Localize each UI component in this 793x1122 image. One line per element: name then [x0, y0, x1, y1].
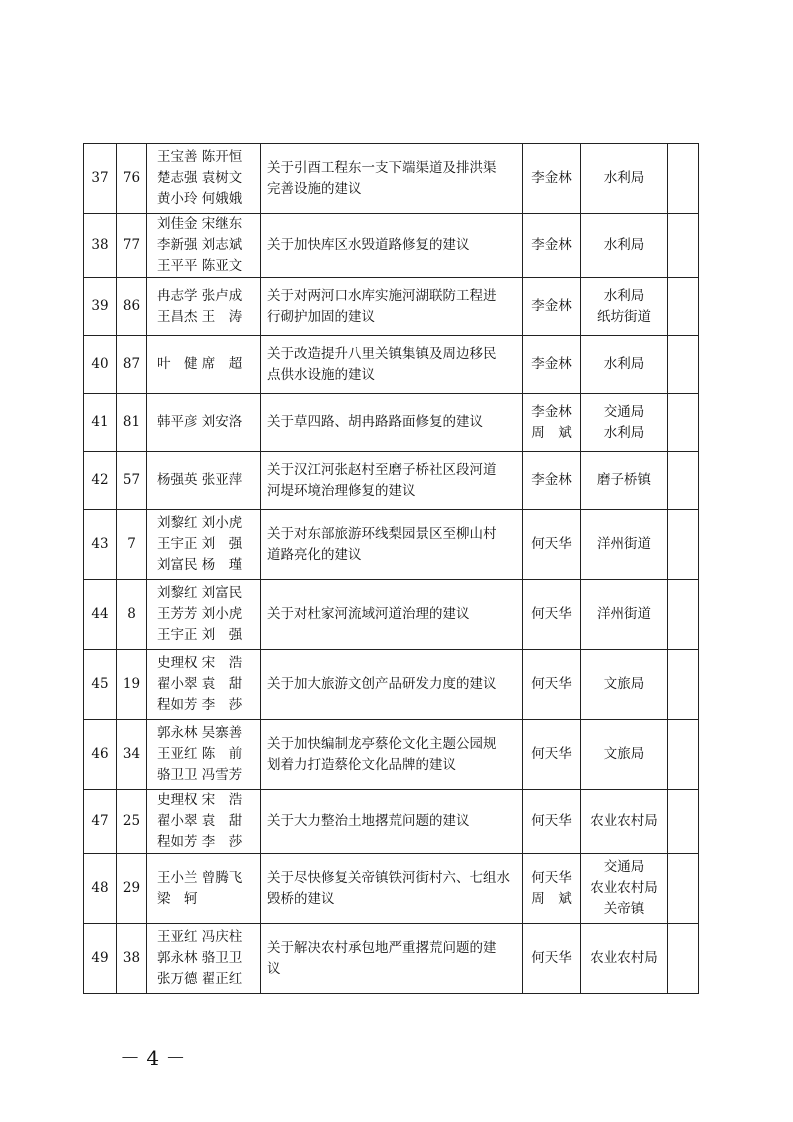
proposal-title-cell-line: 关于解决农村承包地严重撂荒问题的建	[267, 939, 497, 956]
responsible-unit-cell-line: 关帝镇	[603, 901, 645, 917]
proposers-cell	[147, 580, 261, 650]
proposal-title-cell	[261, 214, 523, 278]
responsible-unit-cell-line: 水利局	[603, 170, 645, 186]
leader-cell	[523, 650, 581, 720]
proposers-cell	[147, 924, 261, 994]
proposers-cell	[147, 854, 261, 924]
table-row	[84, 720, 699, 790]
proposers-cell-line: 刘佳金 宋继东	[157, 216, 243, 232]
table-row	[84, 336, 699, 394]
responsible-unit-cell	[581, 144, 668, 214]
remark-cell	[668, 394, 699, 452]
proposal-title-cell-line: 道路亮化的建议	[267, 546, 362, 563]
proposers-cell-line: 楚志强 袁树文	[157, 170, 243, 186]
leader-cell	[523, 394, 581, 452]
proposers-cell	[147, 278, 261, 336]
leader-cell-line: 周 斌	[531, 424, 572, 441]
responsible-unit-cell-line: 农业农村局	[590, 880, 658, 896]
proposal-number-cell: 87	[117, 336, 147, 394]
leader-cell-line: 李金林	[531, 237, 572, 253]
proposers-cell-line: 史理权 宋 浩	[157, 792, 243, 808]
proposers-cell-line: 杨强英 张亚萍	[157, 472, 243, 488]
responsible-unit-cell	[581, 720, 668, 790]
leader-cell	[523, 790, 581, 854]
proposers-cell-line: 刘富民 杨 瑾	[157, 557, 243, 573]
proposal-number-cell: 38	[117, 924, 147, 994]
proposers-cell	[147, 336, 261, 394]
proposal-title-cell-line: 关于尽快修复关帝镇铁河街村六、七组水	[267, 869, 510, 886]
proposers-cell-line: 王亚红 陈 前	[157, 746, 243, 762]
proposers-cell-line: 王宝善 陈开恒	[157, 149, 243, 165]
leader-cell	[523, 720, 581, 790]
proposers-cell	[147, 510, 261, 580]
proposal-title-cell-line: 关于汉江河张赵村至磨子桥社区段河道	[267, 461, 497, 478]
table-body	[84, 144, 699, 994]
proposers-cell-line: 史理权 宋 浩	[157, 655, 243, 671]
proposal-title-cell-line: 关于对两河口水库实施河湖联防工程进	[267, 287, 497, 304]
seq-cell: 37	[84, 144, 117, 214]
proposers-cell-line: 王小兰 曾腾飞	[157, 869, 243, 886]
seq-cell: 39	[84, 278, 117, 336]
proposers-cell	[147, 790, 261, 854]
leader-cell	[523, 580, 581, 650]
proposal-number-cell: 77	[117, 214, 147, 278]
responsible-unit-cell-line: 洋州街道	[597, 536, 651, 552]
leader-cell-line: 李金林	[531, 356, 572, 372]
proposers-cell-line: 李新强 刘志斌	[157, 237, 243, 253]
table-row	[84, 452, 699, 510]
proposers-cell-line: 冉志学 张卢成	[157, 287, 243, 304]
remark-cell	[668, 720, 699, 790]
proposers-cell-line: 黄小玲 何娥娥	[157, 191, 243, 207]
proposers-cell	[147, 720, 261, 790]
responsible-unit-cell-line: 水利局	[603, 356, 645, 372]
proposers-cell-line: 张万德 翟正红	[157, 971, 243, 987]
proposers-cell	[147, 144, 261, 214]
proposers-cell-line: 梁 轲	[157, 890, 198, 907]
proposal-title-cell	[261, 336, 523, 394]
responsible-unit-cell-line: 水利局	[603, 287, 645, 304]
remark-cell	[668, 510, 699, 580]
remark-cell	[668, 336, 699, 394]
seq-cell: 43	[84, 510, 117, 580]
proposal-title-cell	[261, 452, 523, 510]
page-number: － 4 －	[120, 1046, 186, 1070]
proposal-title-cell-line: 关于加快编制龙亭蔡伦文化主题公园规	[267, 735, 497, 752]
leader-cell	[523, 510, 581, 580]
proposal-number-cell: 81	[117, 394, 147, 452]
proposal-title-cell	[261, 144, 523, 214]
proposal-title-cell-line: 关于加大旅游文创产品研发力度的建议	[267, 676, 497, 692]
remark-cell	[668, 650, 699, 720]
proposal-number-cell: 29	[117, 854, 147, 924]
proposal-number-cell: 34	[117, 720, 147, 790]
proposal-table	[83, 143, 699, 994]
responsible-unit-cell	[581, 278, 668, 336]
proposers-cell-line: 刘黎红 刘富民	[157, 585, 243, 601]
table-row	[84, 580, 699, 650]
leader-cell-line: 李金林	[531, 472, 572, 488]
proposers-cell-line: 刘黎红 刘小虎	[157, 515, 243, 531]
responsible-unit-cell	[581, 854, 668, 924]
table-row	[84, 924, 699, 994]
responsible-unit-cell	[581, 510, 668, 580]
remark-cell	[668, 278, 699, 336]
responsible-unit-cell-line: 文旅局	[603, 676, 645, 692]
responsible-unit-cell	[581, 924, 668, 994]
proposers-cell	[147, 214, 261, 278]
proposers-cell-line: 王芳芳 刘小虎	[157, 606, 243, 622]
proposers-cell-line: 翟小翠 袁 甜	[157, 676, 243, 692]
proposal-number-cell: 86	[117, 278, 147, 336]
leader-cell	[523, 278, 581, 336]
proposal-title-cell	[261, 854, 523, 924]
responsible-unit-cell-line: 水利局	[603, 424, 645, 441]
proposal-number-cell: 76	[117, 144, 147, 214]
proposal-title-cell-line: 行砌护加固的建议	[267, 308, 375, 325]
leader-cell-line: 何天华	[531, 869, 572, 886]
responsible-unit-cell-line: 磨子桥镇	[597, 472, 651, 488]
table-row	[84, 144, 699, 214]
proposers-cell-line: 王昌杰 王 涛	[157, 308, 243, 325]
proposal-number-cell: 57	[117, 452, 147, 510]
leader-cell-line: 何天华	[531, 950, 572, 966]
proposers-cell-line: 王亚红 冯庆柱	[157, 929, 243, 945]
seq-cell: 48	[84, 854, 117, 924]
leader-cell-line: 李金林	[531, 170, 572, 186]
proposal-title-cell	[261, 394, 523, 452]
proposal-title-cell-line: 完善设施的建议	[267, 180, 362, 197]
table-row	[84, 510, 699, 580]
proposal-title-cell-line: 关于草四路、胡冉路路面修复的建议	[267, 414, 483, 430]
leader-cell-line: 何天华	[531, 676, 572, 692]
proposers-cell	[147, 394, 261, 452]
proposal-title-cell-line: 议	[267, 960, 281, 977]
seq-cell: 44	[84, 580, 117, 650]
leader-cell	[523, 144, 581, 214]
responsible-unit-cell-line: 农业农村局	[590, 813, 658, 829]
responsible-unit-cell	[581, 452, 668, 510]
proposal-title-cell-line: 河堤环境治理修复的建议	[267, 482, 416, 499]
table-row	[84, 650, 699, 720]
responsible-unit-cell-line: 农业农村局	[590, 950, 658, 966]
responsible-unit-cell-line: 洋州街道	[597, 606, 651, 622]
remark-cell	[668, 790, 699, 854]
proposers-cell-line: 程如芳 李 莎	[157, 697, 243, 713]
table-row	[84, 278, 699, 336]
proposal-title-cell-line: 划着力打造蔡伦文化品牌的建议	[267, 756, 456, 773]
seq-cell: 45	[84, 650, 117, 720]
responsible-unit-cell	[581, 394, 668, 452]
responsible-unit-cell-line: 文旅局	[603, 746, 645, 762]
proposal-title-cell-line: 关于大力整治土地撂荒问题的建议	[267, 813, 470, 829]
responsible-unit-cell	[581, 336, 668, 394]
proposal-number-cell: 7	[117, 510, 147, 580]
responsible-unit-cell-line: 水利局	[603, 237, 645, 253]
responsible-unit-cell	[581, 650, 668, 720]
responsible-unit-cell	[581, 214, 668, 278]
proposal-title-cell	[261, 278, 523, 336]
proposers-cell	[147, 650, 261, 720]
proposal-title-cell-line: 关于对杜家河流域河道治理的建议	[267, 606, 470, 622]
responsible-unit-cell	[581, 790, 668, 854]
responsible-unit-cell-line: 交通局	[603, 859, 645, 875]
table-row	[84, 854, 699, 924]
proposal-number-cell: 8	[117, 580, 147, 650]
remark-cell	[668, 924, 699, 994]
remark-cell	[668, 854, 699, 924]
proposers-cell-line: 王宇正 刘 强	[157, 627, 243, 643]
proposal-title-cell-line: 关于改造提升八里关镇集镇及周边移民	[267, 345, 497, 362]
proposal-number-cell: 19	[117, 650, 147, 720]
leader-cell	[523, 452, 581, 510]
table-row	[84, 790, 699, 854]
leader-cell-line: 何天华	[531, 746, 572, 762]
leader-cell-line: 何天华	[531, 813, 572, 829]
remark-cell	[668, 452, 699, 510]
proposal-title-cell	[261, 510, 523, 580]
leader-cell-line: 何天华	[531, 536, 572, 552]
seq-cell: 49	[84, 924, 117, 994]
proposers-cell	[147, 452, 261, 510]
proposal-title-cell-line: 关于引酉工程东一支下端渠道及排洪渠	[267, 159, 497, 176]
proposers-cell-line: 郭永林 骆卫卫	[157, 950, 243, 966]
leader-cell-line: 周 斌	[531, 890, 572, 907]
proposal-title-cell	[261, 720, 523, 790]
proposal-title-cell-line: 点供水设施的建议	[267, 366, 375, 383]
proposers-cell-line: 翟小翠 袁 甜	[157, 813, 243, 829]
proposal-title-cell-line: 关于加快库区水毁道路修复的建议	[267, 237, 470, 253]
responsible-unit-cell-line: 纸坊街道	[597, 308, 651, 325]
proposers-cell-line: 郭永林 吴寨善	[157, 725, 243, 741]
remark-cell	[668, 580, 699, 650]
proposers-cell-line: 程如芳 李 莎	[157, 834, 243, 850]
proposal-title-cell	[261, 924, 523, 994]
proposal-title-cell-line: 毁桥的建议	[267, 890, 335, 907]
seq-cell: 47	[84, 790, 117, 854]
leader-cell	[523, 924, 581, 994]
table-row	[84, 214, 699, 278]
proposal-number-cell: 25	[117, 790, 147, 854]
proposers-cell-line: 王宇正 刘 强	[157, 536, 243, 552]
leader-cell-line: 何天华	[531, 606, 572, 622]
proposers-cell-line: 韩平彦 刘安洛	[157, 414, 243, 430]
leader-cell-line: 李金林	[531, 403, 572, 420]
remark-cell	[668, 144, 699, 214]
seq-cell: 40	[84, 336, 117, 394]
seq-cell: 41	[84, 394, 117, 452]
leader-cell	[523, 214, 581, 278]
proposers-cell-line: 骆卫卫 冯雪芳	[157, 767, 243, 783]
proposers-cell-line: 叶 健 席 超	[157, 356, 243, 372]
seq-cell: 38	[84, 214, 117, 278]
proposers-cell-line: 王平平 陈亚文	[157, 258, 243, 274]
responsible-unit-cell-line: 交通局	[603, 403, 645, 420]
leader-cell	[523, 854, 581, 924]
proposal-title-cell	[261, 650, 523, 720]
responsible-unit-cell	[581, 580, 668, 650]
proposal-title-cell	[261, 580, 523, 650]
proposal-title-cell-line: 关于对东部旅游环线梨园景区至柳山村	[267, 525, 497, 542]
proposal-title-cell	[261, 790, 523, 854]
seq-cell: 46	[84, 720, 117, 790]
seq-cell: 42	[84, 452, 117, 510]
remark-cell	[668, 214, 699, 278]
leader-cell	[523, 336, 581, 394]
leader-cell-line: 李金林	[531, 298, 572, 314]
table-row	[84, 394, 699, 452]
